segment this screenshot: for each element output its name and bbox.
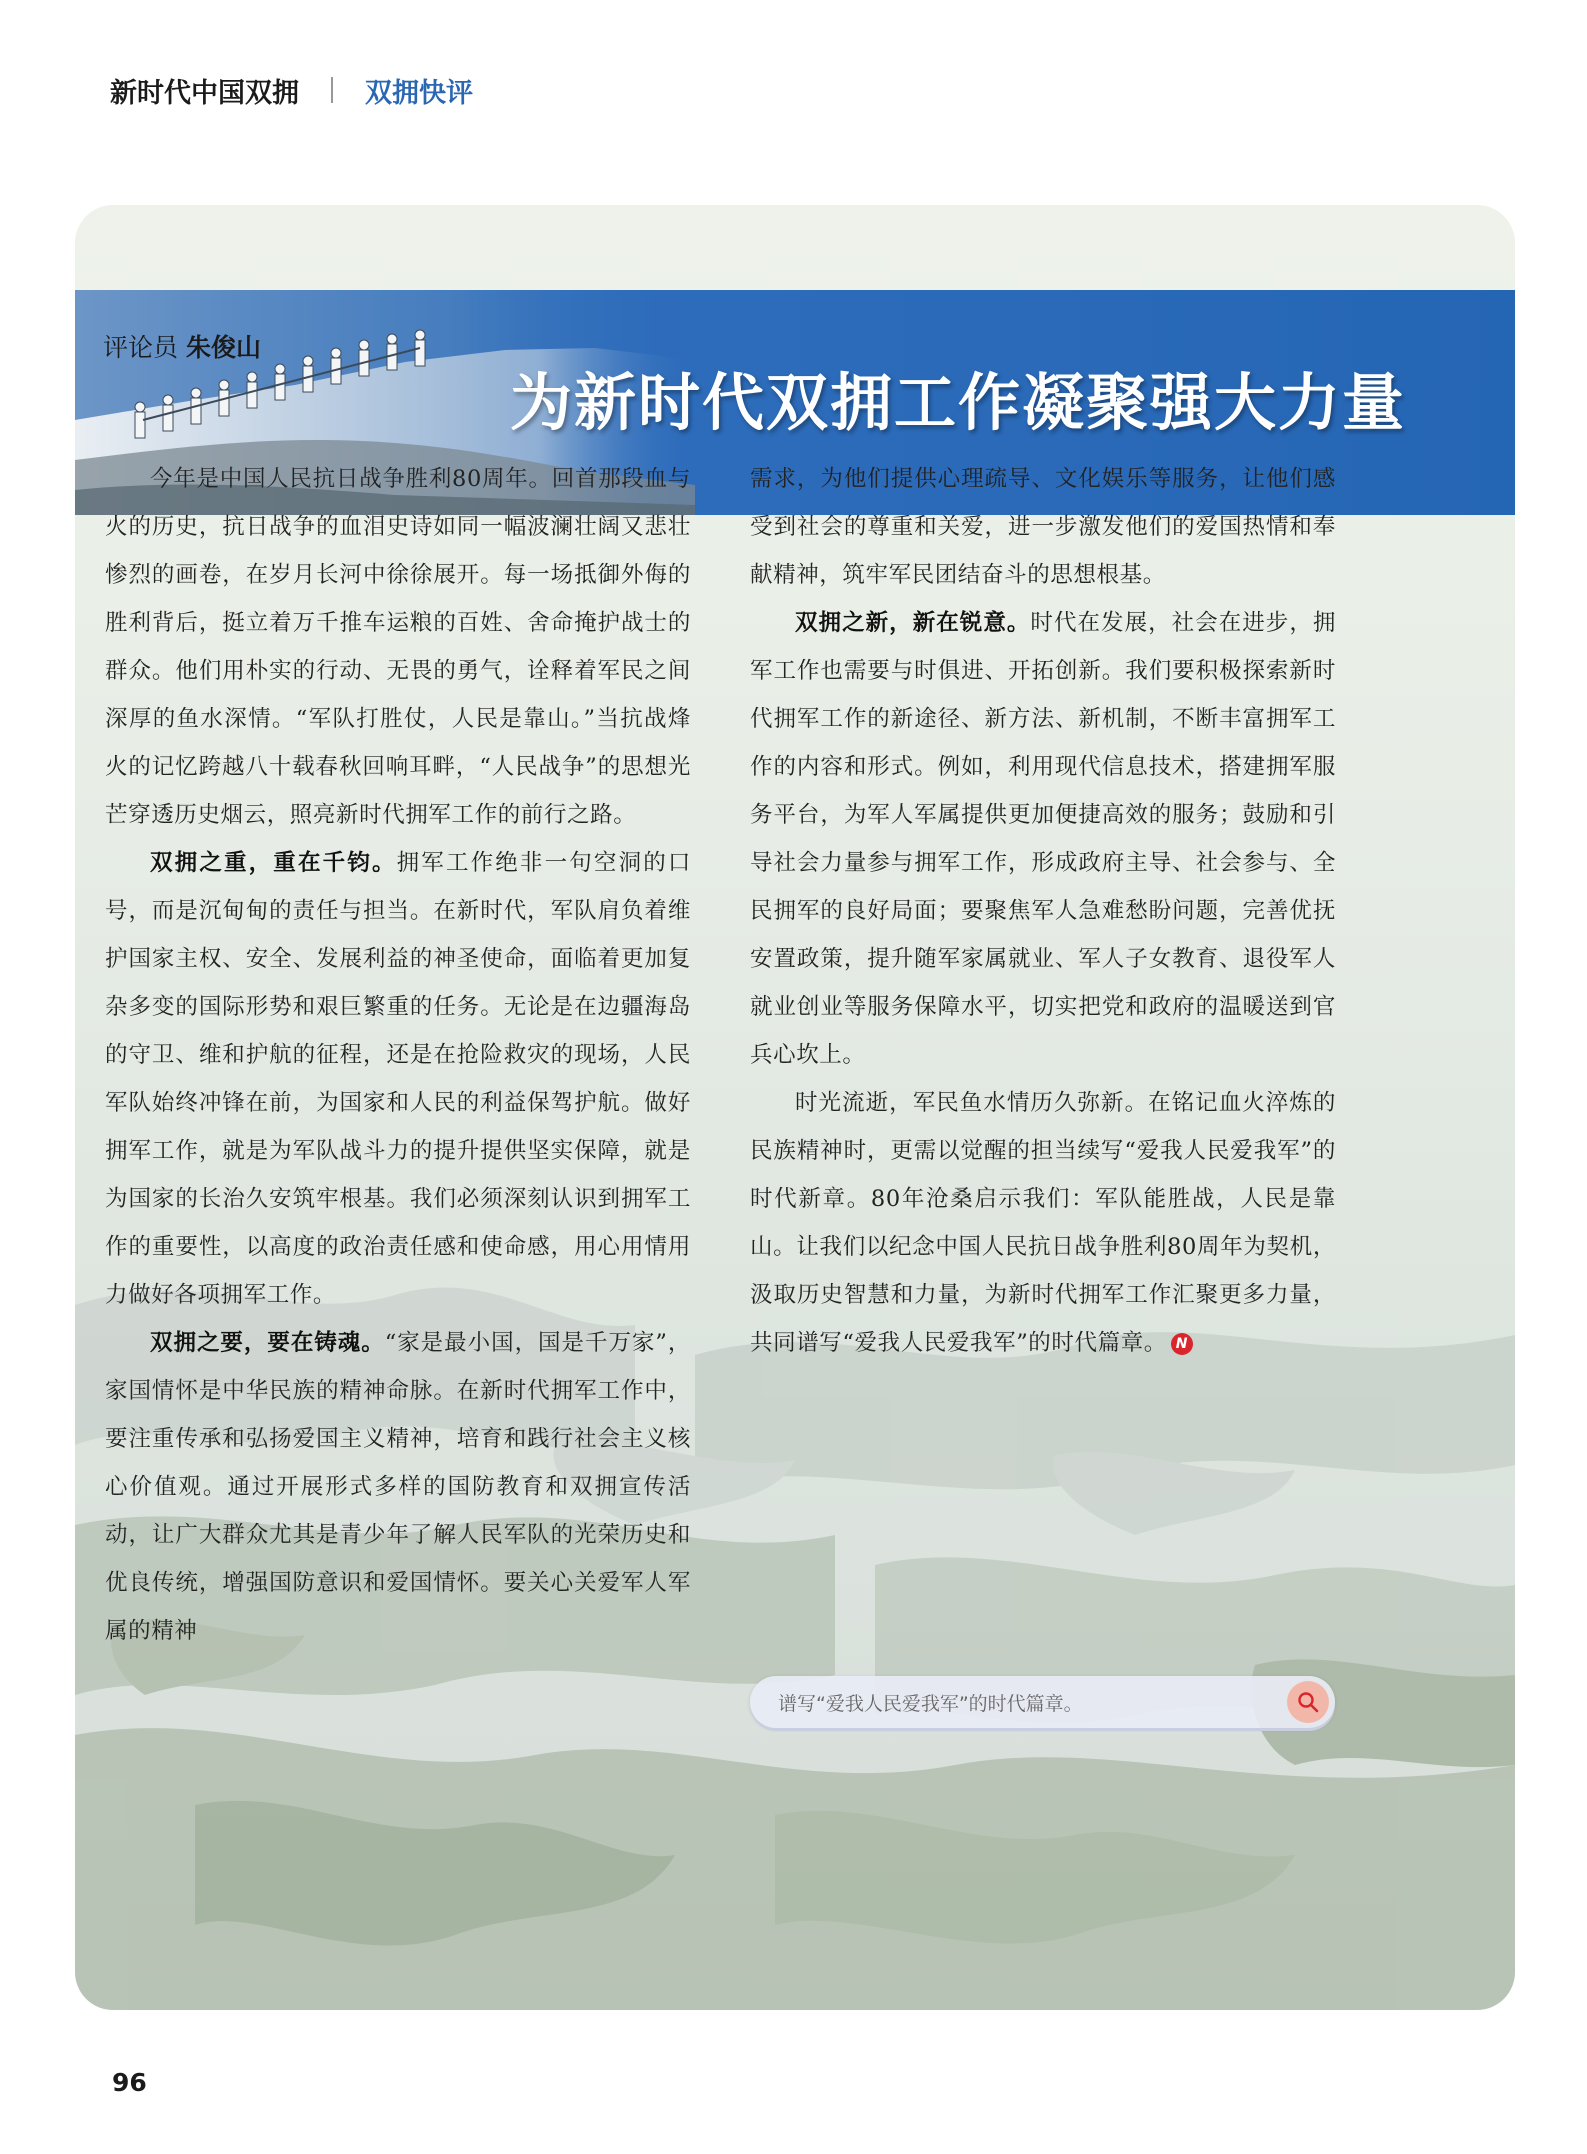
end-mark-icon: N: [1171, 1333, 1193, 1355]
header-divider: [331, 77, 333, 103]
article-column-left: [105, 455, 691, 1655]
paragraph-soul-continued: 需求，为他们提供心理疏导、文化娱乐等服务，让他们感受到社会的尊重和关爱，进一步激发他们的爱国热情和奉献精神，筑牢军民团结奋斗的思想根基。: [750, 466, 1336, 588]
paragraph-body: 拥军工作绝非一句空洞的口号，而是沉甸甸的责任与担当。在新时代，军队肩负着维护国家主权、安全、发展利益的神圣使命，面临着更加复杂多变的国际形势和艰巨繁重的任务。无论是在边疆海岛的守卫、维和护航的征程，还是在抢险救灾的现场，人民军队始终冲锋在前，为国家和人民的利益保驾护航。做好拥军工作，就是为军队战斗力的提升提供坚实保障，就是为国家的长治久安筑牢根基。我们必须深刻认识到拥军工作的重要性，以高度的政治责任感和使命感，用心用情用力做好各项拥军工作。: [105, 850, 691, 1308]
paragraph-lead: 双拥之要，要在铸魂。: [150, 1330, 385, 1356]
paragraph-conclusion: [750, 1079, 1336, 1367]
paragraph-innovation: [750, 599, 1336, 1079]
paragraph-intro: 今年是中国人民抗日战争胜利80周年。回首那段血与火的历史，抗日战争的血泪史诗如同一幅波澜壮阔又悲壮惨烈的画卷，在岁月长河中徐徐展开。每一场抵御外侮的胜利背后，挺立着万千推车运粮的百姓、舍命掩护战士的群众。他们用朴实的行动、无畏的勇气，诠释着军民之间深厚的鱼水深情。“军队打胜仗，人民是靠山。”当抗战烽火的记忆跨越八十载春秋回响耳畔，“人民战争”的思想光芒穿透历史烟云，照亮新时代拥军工作的前行之路。: [105, 466, 691, 828]
search-bar[interactable]: [750, 1676, 1335, 1728]
byline-role: 评论员: [103, 333, 179, 362]
article-column-right: [750, 455, 1336, 1367]
running-head: [110, 70, 473, 110]
paragraph-soul: [105, 1319, 691, 1655]
page-number: 96: [112, 2068, 147, 2097]
paragraph-lead: 双拥之重，重在千钧。: [150, 850, 397, 876]
author-name: 朱俊山: [186, 333, 262, 362]
search-icon: [1296, 1690, 1320, 1714]
paragraph-body: 时光流逝，军民鱼水情历久弥新。在铭记血火淬炼的民族精神时，更需以觉醒的担当续写“爱我人民爱我军”的时代新章。80年沧桑启示我们：军队能胜战，人民是靠山。让我们以纪念中国人民抗日战争胜利80周年为契机，汲取历史智慧和力量，为新时代拥军工作汇聚更多力量，共同谱写“爱我人民爱我军”的时代篇章。: [750, 1090, 1336, 1356]
byline: [103, 328, 261, 368]
paragraph-body: “家是最小国，国是千万家”，家国情怀是中华民族的精神命脉。在新时代拥军工作中，要注重传承和弘扬爱国主义精神，培育和践行社会主义核心价值观。通过开展形式多样的国防教育和双拥宣传活动，让广大群众尤其是青少年了解人民军队的光荣历史和优良传统，增强国防意识和爱国情怀。要关心关爱军人军属的精神: [105, 1330, 691, 1644]
search-button[interactable]: [1287, 1681, 1329, 1723]
paragraph-importance: [105, 839, 691, 1319]
paragraph-lead: 双拥之新，新在锐意。: [795, 610, 1031, 636]
column-name: 双拥快评: [365, 77, 473, 109]
section-name: 新时代中国双拥: [110, 77, 299, 109]
article-title: 为新时代双拥工作凝聚强大力量: [510, 366, 1407, 439]
paragraph-body: 时代在发展，社会在进步，拥军工作也需要与时俱进、开拓创新。我们要积极探索新时代拥军工作的新途径、新方法、新机制，不断丰富拥军工作的内容和形式。例如，利用现代信息技术，搭建拥军服务平台，为军人军属提供更加便捷高效的服务；鼓励和引导社会力量参与拥军工作，形成政府主导、社会参与、全民拥军的良好局面；要聚焦军人急难愁盼问题，完善优抚安置政策，提升随军家属就业、军人子女教育、退役军人就业创业等服务保障水平，切实把党和政府的温暖送到官兵心坎上。: [750, 610, 1336, 1068]
search-text: 谱写“爱我人民爱我军”的时代篇章。: [778, 1692, 1083, 1715]
